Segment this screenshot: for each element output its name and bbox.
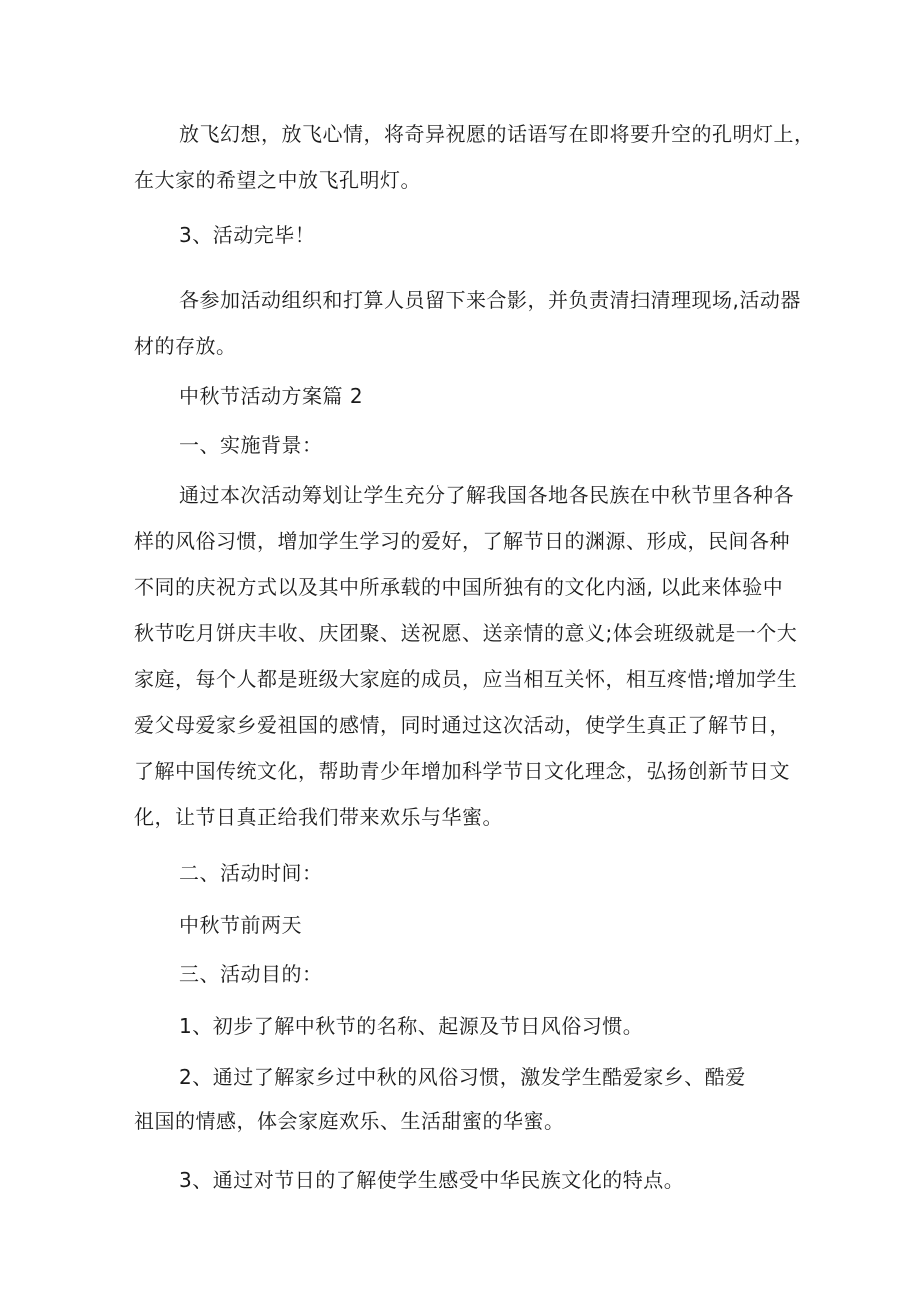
list-item: 1、初步了解中秋节的名称、起源及节日风俗习惯。 — [179, 1014, 644, 1038]
paragraph-line: 秋节吃月饼庆丰收、庆团聚、送祝愿、送亲情的意义;体会班级就是一个大 — [134, 621, 798, 645]
paragraph-line: 了解中国传统文化，帮助青少年增加科学节日文化理念，弘扬创新节日文 — [134, 759, 790, 783]
time-value: 中秋节前两天 — [179, 913, 302, 937]
paragraph-line: 材的存放。 — [134, 334, 237, 358]
list-item: 3、通过对节日的了解使学生感受中华民族文化的特点。 — [179, 1168, 685, 1192]
paragraph-line: 不同的庆祝方式以及其中所承载的中国所独有的文化内涵, 以此来体验中 — [134, 575, 784, 599]
paragraph-line: 通过本次活动筹划让学生充分了解我国各地各民族在中秋节里各种各 — [179, 483, 794, 507]
heading: 二、活动时间： — [179, 861, 323, 885]
paragraph-line: 样的风俗习惯，增加学生学习的爱好，了解节日的渊源、形成，民间各种 — [134, 529, 790, 553]
heading: 三、活动目的： — [179, 962, 323, 986]
paragraph-line: 爱父母爱家乡爱祖国的感情，同时通过这次活动，使学生真正了解节日， — [134, 713, 790, 737]
paragraph-line: 家庭，每个人都是班级大家庭的成员，应当相互关怀，相互疼惜;增加学生 — [134, 667, 798, 691]
paragraph-line: 各参加活动组织和打算人员留下来合影，并负责清扫清理现场,活动器 — [179, 288, 801, 312]
paragraph-line: 放飞幻想，放飞心情，将奇异祝愿的话语写在即将要升空的孔明灯上， — [179, 122, 815, 146]
heading: 一、实施背景： — [179, 433, 323, 457]
paragraph-line: 化，让节日真正给我们带来欢乐与华蜜。 — [134, 805, 503, 829]
list-item: 2、通过了解家乡过中秋的风俗习惯，激发学生酷爱家乡、酷爱 — [179, 1065, 746, 1089]
paragraph-line: 在大家的希望之中放飞孔明灯。 — [134, 168, 421, 192]
list-item-continuation: 祖国的情感，体会家庭欢乐、生活甜蜜的华蜜。 — [134, 1109, 565, 1133]
list-item: 3、活动完毕！ — [179, 223, 316, 247]
section-title: 中秋节活动方案篇 2 — [179, 384, 364, 408]
